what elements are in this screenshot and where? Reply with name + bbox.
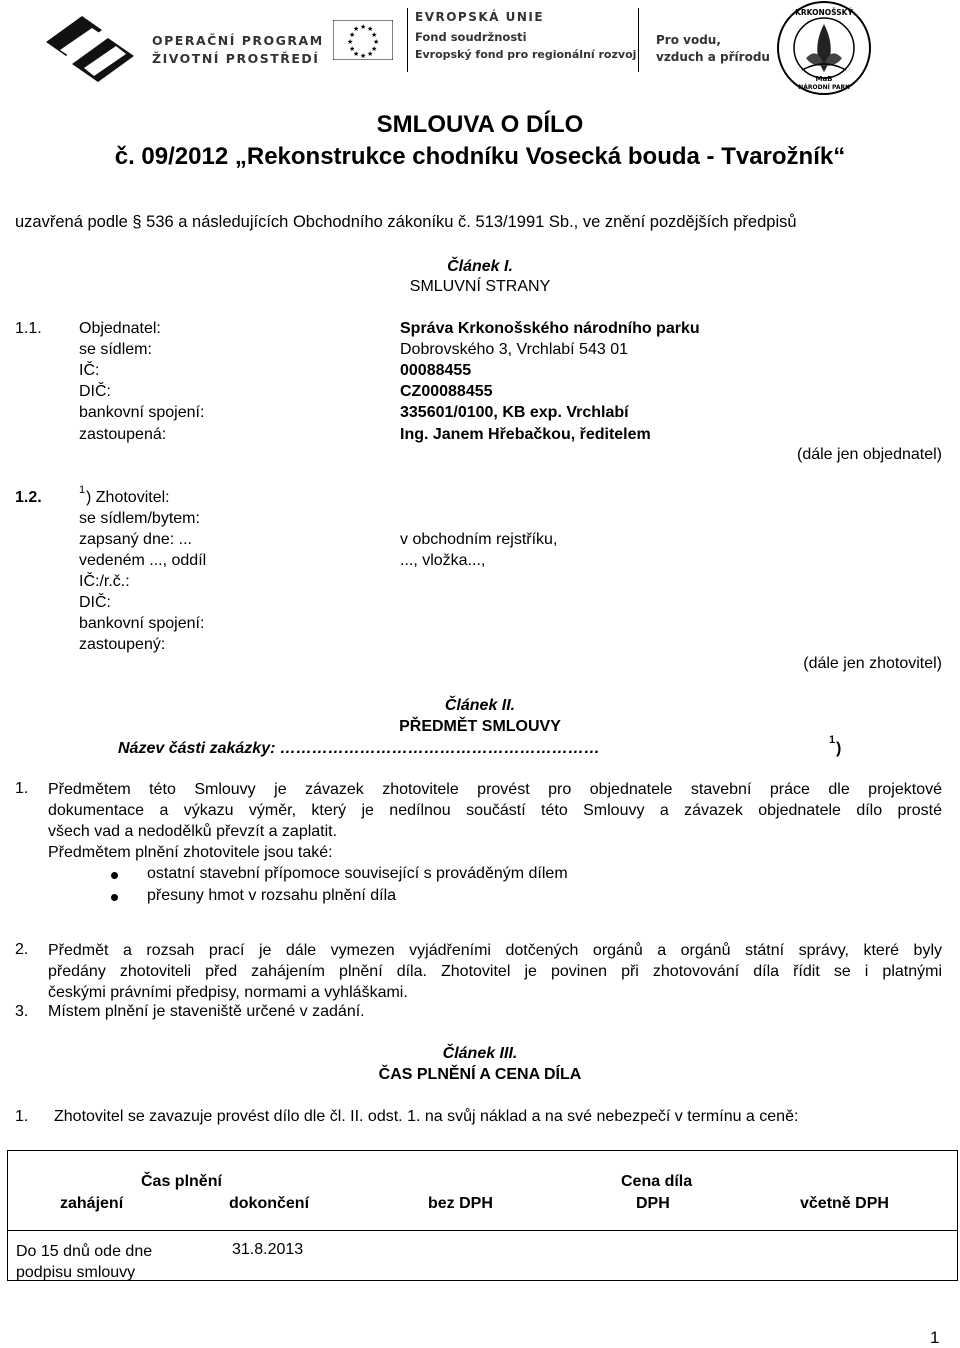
label-dic: DIČ: <box>79 383 111 400</box>
svg-text:★: ★ <box>371 31 378 39</box>
opzp-line2: ŽIVOTNÍ PROSTŘEDÍ <box>152 51 320 66</box>
eu-line2: Fond soudržnosti <box>415 30 527 44</box>
cell-zahajeni: Do 15 dnů ode dne podpisu smlouvy <box>16 1243 153 1281</box>
col-bez-dph: bez DPH <box>428 1195 493 1212</box>
label-sidlo: se sídlem: <box>79 341 152 358</box>
svg-text:★: ★ <box>349 31 356 39</box>
eu-divider <box>407 8 408 72</box>
label-bank: bankovní spojení: <box>79 404 205 421</box>
p2-num: 2. <box>15 941 29 958</box>
label-zapsany: zapsaný dne: ... <box>79 531 192 548</box>
table-header-cell <box>8 1151 958 1231</box>
article2-heading: Článek II. <box>444 697 516 714</box>
intro-text: uzavřená podle § 536 a následujících Obchodního zákoníku č. 513/1991 Sb., ve znění pozdějších předpisů <box>15 213 797 231</box>
cell-dokonceni: 31.8.2013 <box>232 1241 304 1258</box>
svg-text:NÁRODNÍ PARK: NÁRODNÍ PARK <box>798 84 850 91</box>
p1-extra: Předmětem plnění zhotovitele jsou také: <box>48 844 333 861</box>
p1-line2: dokumentace a výkazu výměr, který je nedílnou součástí této Smlouvy a závazek objednatele dílo prosté <box>48 802 942 819</box>
bullet-item-2: přesuny hmot v rozsahu plnění díla <box>147 887 397 904</box>
svg-text:★: ★ <box>367 25 374 33</box>
p2-line3: českými právními předpisy, normami a vyhláškami. <box>48 984 408 1001</box>
col-zahajeni: zahájení <box>60 1195 124 1212</box>
eu-flag-icon <box>333 20 393 60</box>
article2-subheading: PŘEDMĚT SMLOUVY <box>399 718 561 735</box>
p2-line1: Předmět a rozsah prací je dále vymezen vyjádřeními dotčených orgánů a orgánů státní správy, které byly <box>48 942 942 959</box>
opzp-line1: OPERAČNÍ PROGRAM <box>152 33 324 48</box>
section-1-1-num: 1.1. <box>15 320 42 337</box>
label-zastoupeny: zastoupený: <box>79 636 166 653</box>
p3-text: Místem plnění je staveniště určené v zadání. <box>48 1003 365 1020</box>
svg-text:★: ★ <box>360 23 367 31</box>
eu-divider-right <box>638 8 639 72</box>
suffix-objednatel: (dále jen objednatel) <box>797 446 942 463</box>
zakazka-sup: 1 <box>829 734 836 746</box>
table-row <box>8 1231 958 1281</box>
label-ic-rc: IČ:/r.č.: <box>79 573 130 590</box>
zakazka-end: ) <box>836 740 842 757</box>
col-dokonceni: dokončení <box>229 1195 310 1212</box>
label-v-rejstriku: v obchodním rejstříku, <box>400 531 558 548</box>
svg-text:KRKONOŠSKÝ: KRKONOŠSKÝ <box>795 8 853 17</box>
p1-line1: Předmětem této Smlouvy je závazek zhotovitele provést pro objednatele stavební práce dle projektové <box>48 781 942 798</box>
document-subtitle: č. 09/2012 „Rekonstrukce chodníku Vosecká bouda - Tvarožník“ <box>114 143 846 170</box>
bullet-icon <box>111 894 118 901</box>
article3-subheading: ČAS PLNĚNÍ A CENA DÍLA <box>378 1066 582 1083</box>
label-bank-zhotovitel: bankovní spojení: <box>79 615 205 632</box>
value-sidlo: Dobrovského 3, Vrchlabí 543 01 <box>400 341 628 358</box>
label-ic: IČ: <box>79 362 100 379</box>
p1-text <box>48 779 942 863</box>
svg-text:★: ★ <box>360 52 367 60</box>
label-dic-zhotovitel: DIČ: <box>79 594 111 611</box>
svg-text:★: ★ <box>371 45 378 53</box>
section-1-2-sup: 1 <box>79 484 86 496</box>
group-price: Cena díla <box>621 1173 693 1190</box>
label-vlozka: ..., vložka..., <box>400 552 486 569</box>
value-bank: 335601/0100, KB exp. Vrchlabí <box>400 404 629 421</box>
zakazka-label: Název části zakázky: …………………………………………………… <box>118 740 600 757</box>
label-zastoupena: zastoupená: <box>79 426 167 443</box>
krnap-seal-small: MaB <box>815 75 833 83</box>
eu-logo <box>333 8 638 72</box>
a3-p1-num: 1. <box>15 1108 29 1125</box>
value-zastoupena: Ing. Janem Hřebačkou, ředitelem <box>400 426 651 443</box>
svg-text:★: ★ <box>353 25 360 33</box>
time-price-table <box>7 1150 958 1281</box>
group-time: Čas plnění <box>141 1173 222 1190</box>
label-vedenem: vedeném ..., oddíl <box>79 552 207 569</box>
page-number: 1 <box>930 1328 940 1347</box>
svg-text:★: ★ <box>349 45 356 53</box>
suffix-zhotovitel: (dále jen zhotovitel) <box>803 655 942 672</box>
section-1-2-title: ) Zhotovitel: <box>86 489 170 506</box>
krnap-seal-icon <box>776 0 872 96</box>
col-vcetne-dph: včetně DPH <box>800 1195 889 1212</box>
svg-text:★: ★ <box>347 38 354 46</box>
p1-num: 1. <box>15 780 29 797</box>
svg-text:★: ★ <box>373 38 380 46</box>
article3-heading: Článek III. <box>442 1045 518 1062</box>
a3-p1-text: Zhotovitel se zavazuje provést dílo dle čl. II. odst. 1. na svůj náklad a na své nebezpečí v termínu a ceně: <box>54 1108 799 1125</box>
bullet-item-1: ostatní stavební přípomoce související s prováděným dílem <box>147 865 568 882</box>
value-objednatel: Správa Krkonošského národního parku <box>400 320 700 337</box>
p1-line3: všech vad a nedodělků převzít a zaplatit. <box>48 823 338 840</box>
bullet-icon <box>111 872 118 879</box>
eu-line3: Evropský fond pro regionální rozvoj <box>415 48 637 61</box>
svg-text:★: ★ <box>367 50 374 58</box>
document-title: SMLOUVA O DÍLO <box>376 111 584 138</box>
article1-subheading: SMLUVNÍ STRANY <box>409 278 551 295</box>
label-sidlo-bytem: se sídlem/bytem: <box>79 510 200 527</box>
section-1-2-num: 1.2. <box>15 489 42 506</box>
svg-text:★: ★ <box>353 50 360 58</box>
p2-text <box>48 940 942 1003</box>
label-objednatel: Objednatel: <box>79 320 161 337</box>
value-dic: CZ00088455 <box>400 383 493 400</box>
col-dph: DPH <box>636 1195 670 1212</box>
slogan-line1: Pro vodu, <box>656 33 721 47</box>
eu-line1: EVROPSKÁ UNIE <box>415 10 545 24</box>
opzp-logo-icon <box>42 14 142 86</box>
p3-num: 3. <box>15 1003 29 1020</box>
p2-line2: předány zhotoviteli před zahájením plnění díla. Zhotovitel je povinen při zhotovování díla řídit se i platnými <box>48 963 942 980</box>
article1-heading: Článek I. <box>447 258 513 275</box>
value-ic: 00088455 <box>400 362 472 379</box>
slogan-line2: vzduch a přírodu <box>656 50 770 64</box>
